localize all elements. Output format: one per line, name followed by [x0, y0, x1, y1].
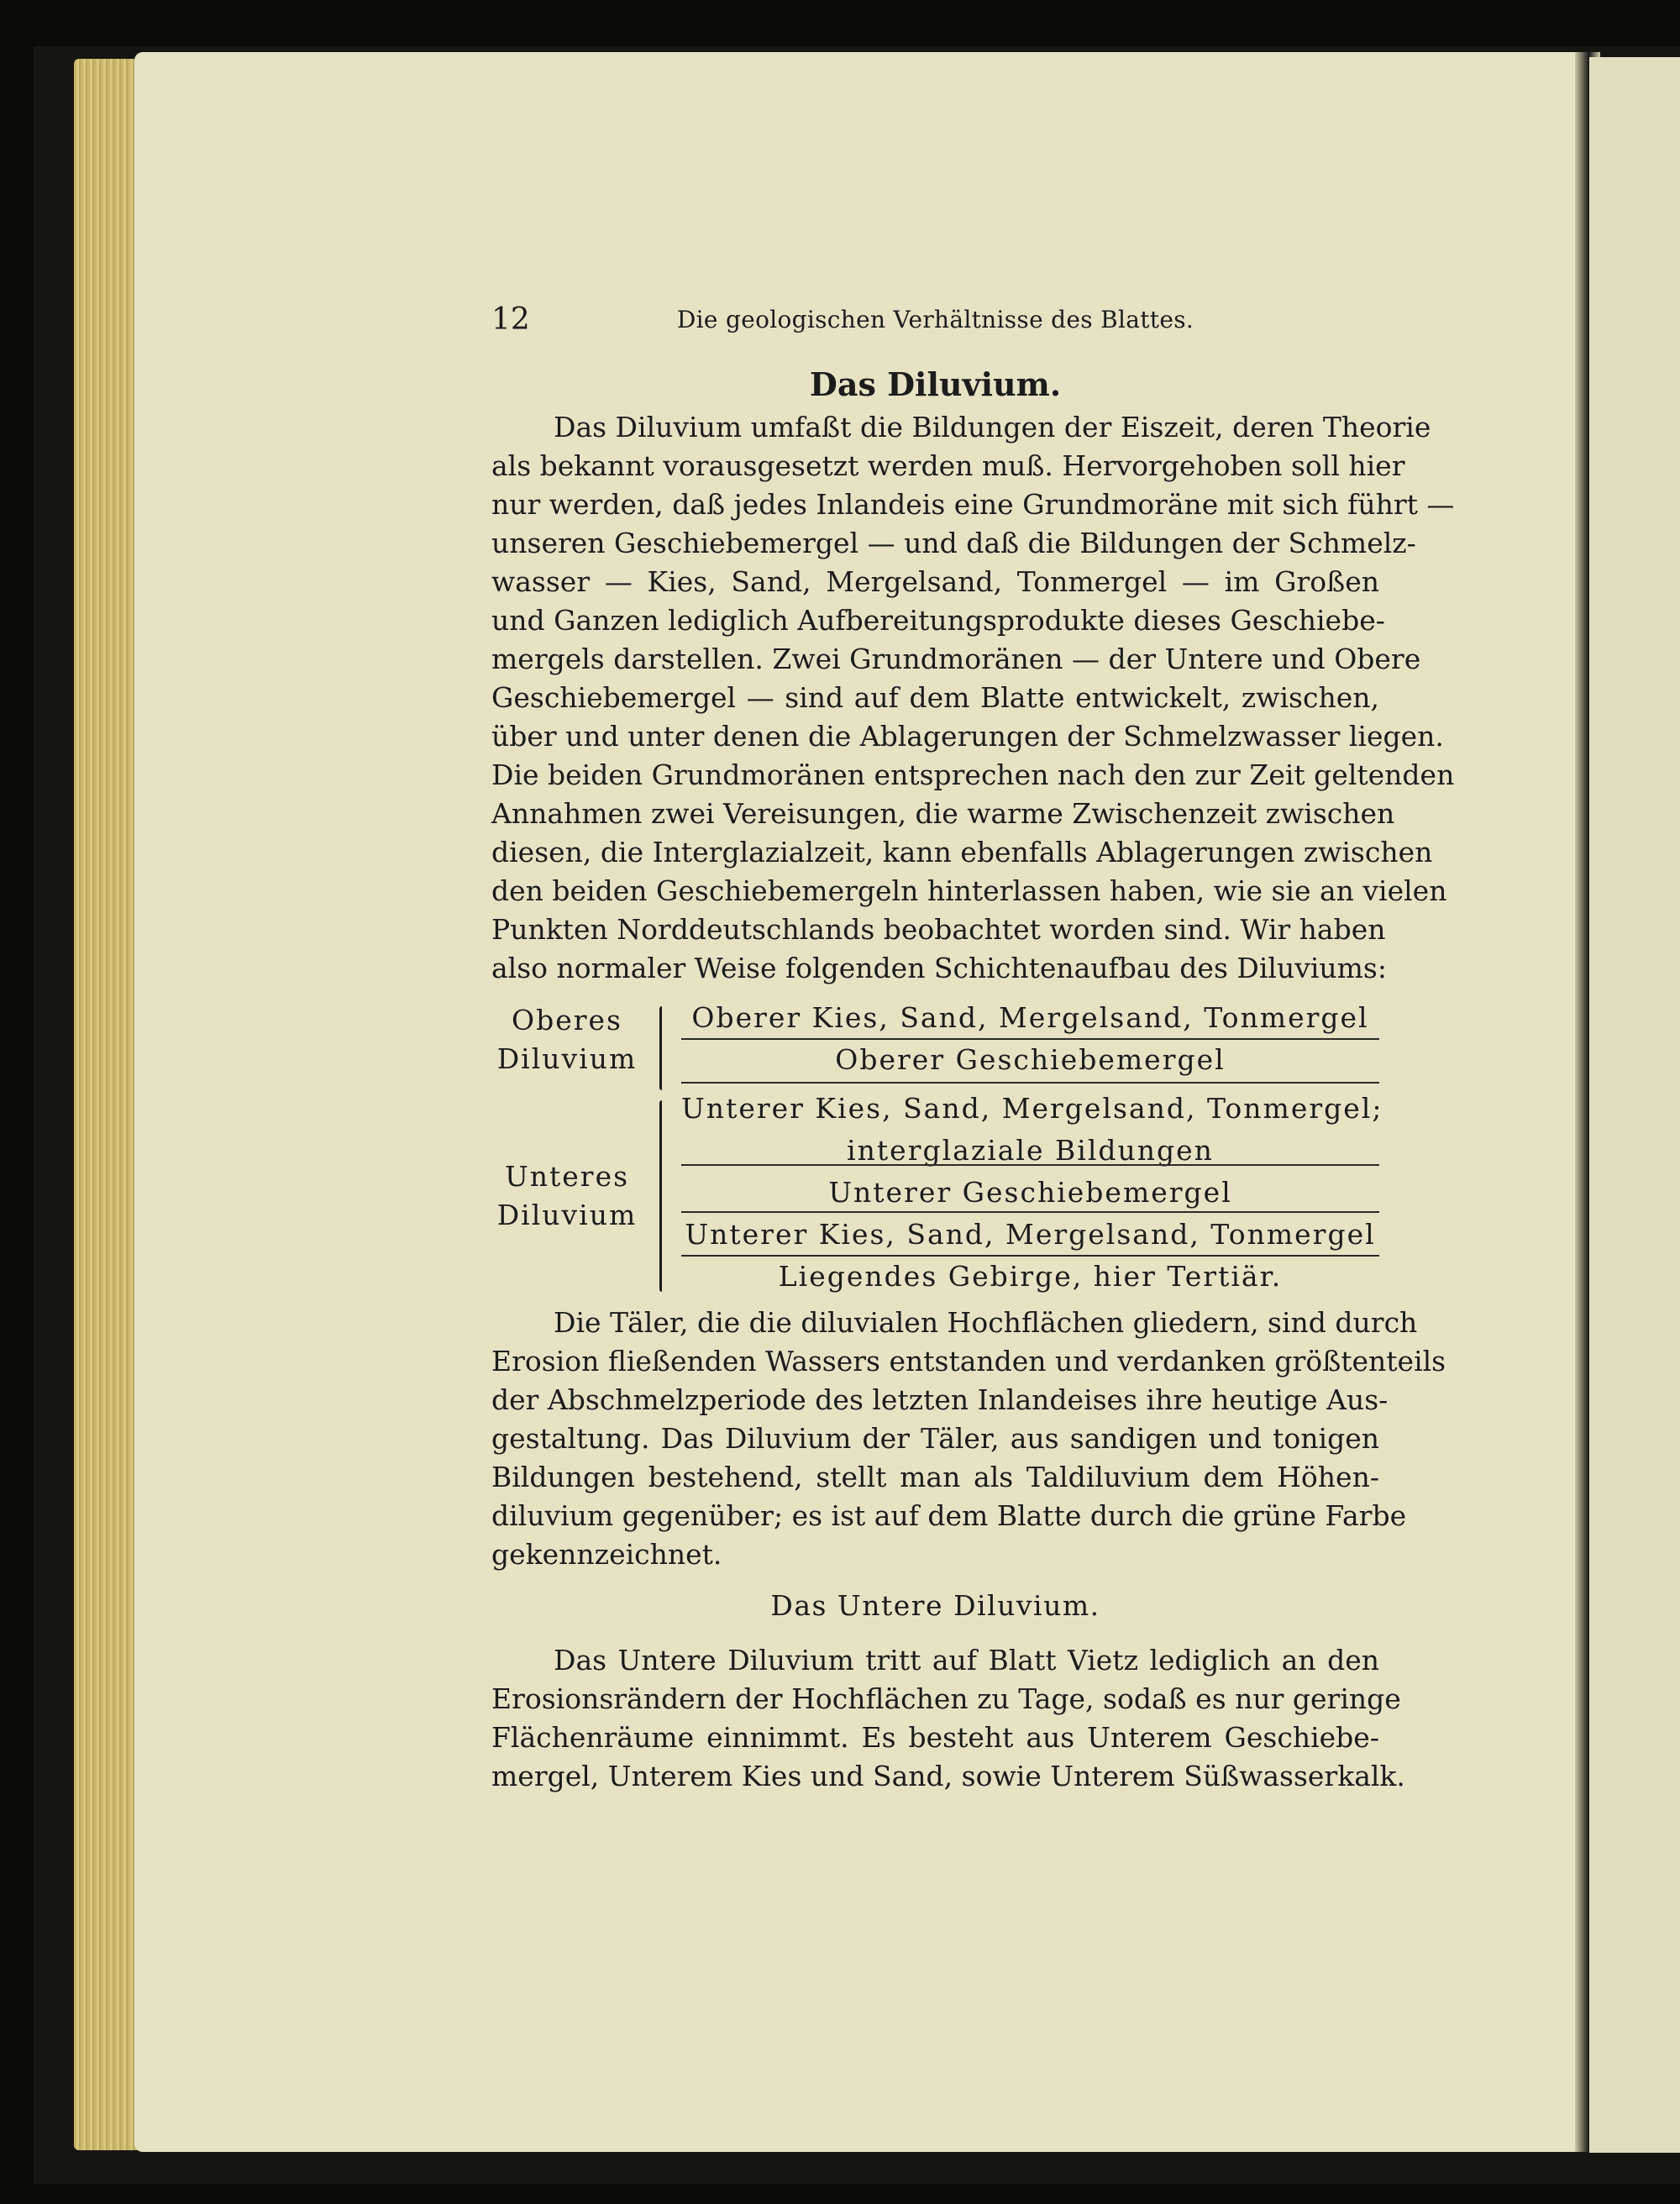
- subheading: Das Untere Diluvium.: [770, 1589, 1100, 1622]
- text-line: gestaltung. Das Diluvium der Täler, aus sandigen und tonigen: [491, 1422, 1379, 1455]
- text-line: Erosionsrändern der Hochflächen zu Tage, sodaß es nur geringe: [491, 1682, 1401, 1715]
- stratum-row: Oberer Geschiebemergel: [835, 1043, 1226, 1076]
- text-line: Geschiebemergel — sind auf dem Blatte entwickelt, zwischen,: [491, 681, 1379, 714]
- stratum-row: Liegendes Gebirge, hier Tertiär.: [778, 1260, 1283, 1293]
- label-line: Diluvium: [496, 1042, 638, 1075]
- paragraph-intro: [491, 408, 1455, 988]
- text-line: unseren Geschiebemergel — und daß die Bildungen der Schmelz-: [491, 527, 1416, 559]
- text-line: wasser — Kies, Sand, Mergelsand, Tonmergel — im Großen: [491, 565, 1379, 598]
- paragraph-valleys: [491, 1304, 1446, 1574]
- text-line: Das Diluvium umfaßt die Bildungen der Eiszeit, deren Theorie: [554, 411, 1431, 443]
- row-divider: [681, 1211, 1379, 1213]
- text-line: Die Täler, die die diluvialen Hochflächen gliedern, sind durch: [554, 1306, 1418, 1339]
- text-line: über und unter denen die Ablagerungen der Schmelzwasser liegen.: [491, 720, 1444, 753]
- lower-diluvium-label: [491, 1157, 643, 1235]
- text-line: Punkten Norddeutschlands beobachtet worden sind. Wir haben: [491, 913, 1386, 946]
- stratum-row: Unterer Geschiebemergel: [828, 1176, 1232, 1209]
- label-line: Oberes: [512, 1004, 622, 1036]
- row-divider: [681, 1082, 1379, 1084]
- text-line: diluvium gegenüber; es ist auf dem Blatte durch die grüne Farbe: [491, 1499, 1407, 1532]
- text-line: nur werden, daß jedes Inlandeis eine Grundmoräne mit sich führt —: [491, 488, 1455, 521]
- lower-brace: [659, 1100, 662, 1292]
- text-line: also normaler Weise folgenden Schichtenaufbau des Diluviums:: [491, 952, 1387, 984]
- upper-brace: [659, 1006, 662, 1090]
- text-line: als bekannt vorausgesetzt werden muß. Hervorgehoben soll hier: [491, 449, 1405, 482]
- section-title: Das Diluvium.: [809, 365, 1062, 403]
- row-divider: [681, 1164, 1379, 1166]
- text-line: Annahmen zwei Vereisungen, die warme Zwischenzeit zwischen: [491, 797, 1395, 830]
- text-line: gekennzeichnet.: [491, 1538, 722, 1571]
- label-line: Unteres: [504, 1160, 630, 1193]
- stratum-row: interglaziale Bildungen: [847, 1134, 1214, 1167]
- text-line: Die beiden Grundmoränen entsprechen nach den zur Zeit geltenden: [491, 758, 1455, 791]
- row-divider: [681, 1255, 1379, 1257]
- text-line: mergel, Unterem Kies und Sand, sowie Unterem Süßwasserkalk.: [491, 1760, 1405, 1792]
- text-line: Flächenräume einnimmt. Es besteht aus Unterem Geschiebe-: [491, 1721, 1379, 1754]
- text-line: der Abschmelzperiode des letzten Inlandeises ihre heutige Aus-: [491, 1383, 1389, 1416]
- text-line: Das Untere Diluvium tritt auf Blatt Vietz lediglich an den: [554, 1644, 1379, 1677]
- stratum-row: Unterer Kies, Sand, Mergelsand, Tonmergel: [685, 1218, 1376, 1251]
- text-line: Bildungen bestehend, stellt man als Taldiluvium dem Höhen-: [491, 1461, 1379, 1493]
- paragraph-lower-diluvium: [491, 1641, 1405, 1796]
- stratum-row: Unterer Kies, Sand, Mergelsand, Tonmergel;: [681, 1092, 1383, 1125]
- facing-page-edge: [1589, 57, 1680, 2153]
- page-header: [491, 302, 1379, 336]
- text-line: und Ganzen lediglich Aufbereitungsprodukte dieses Geschiebe-: [491, 604, 1385, 637]
- stratum-row: Oberer Kies, Sand, Mergelsand, Tonmergel: [691, 1001, 1369, 1034]
- upper-diluvium-label: [491, 1001, 643, 1078]
- strata-table: [491, 991, 1383, 1294]
- text-line: diesen, die Interglazialzeit, kann ebenfalls Ablagerungen zwischen: [491, 836, 1433, 868]
- page-number: 12: [491, 302, 530, 337]
- text-line: Erosion fließenden Wassers entstanden und verdanken größtenteils: [491, 1345, 1446, 1378]
- text-line: den beiden Geschiebemergeln hinterlassen haben, wie sie an vielen: [491, 874, 1447, 907]
- running-head: Die geologischen Verhältnisse des Blattes.: [676, 306, 1194, 333]
- text-line: mergels darstellen. Zwei Grundmoränen — der Untere und Obere: [491, 643, 1421, 675]
- row-divider: [681, 1038, 1379, 1040]
- label-line: Diluvium: [496, 1199, 638, 1231]
